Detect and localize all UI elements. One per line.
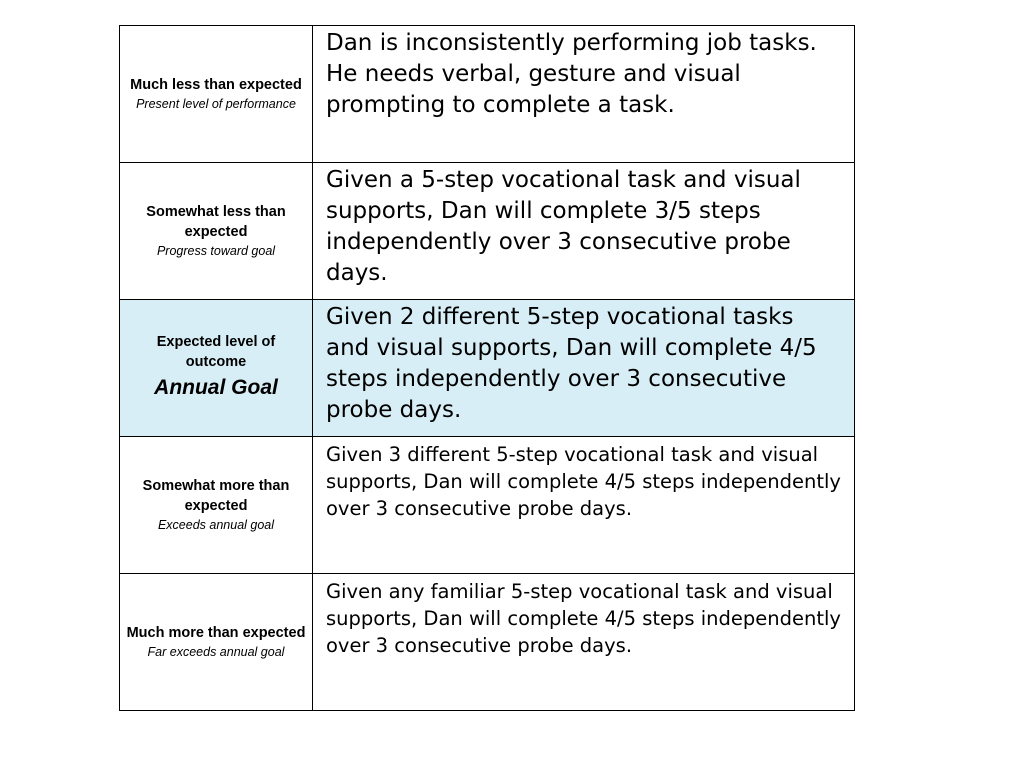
table-row	[120, 26, 855, 163]
description-text: Given any familiar 5-step vocational task and visual supports, Dan will complete 4/5 steps independently over 3 consecutive probe days.	[326, 580, 841, 657]
description-text: Dan is inconsistently performing job tasks. He needs verbal, gesture and visual prompting to complete a task.	[326, 30, 817, 118]
level-cell	[120, 163, 313, 300]
description-cell	[313, 300, 855, 437]
level-sublabel: Progress toward goal	[156, 244, 276, 258]
table-row	[120, 574, 855, 711]
table-row-annual-goal	[120, 300, 855, 437]
description-cell	[313, 574, 855, 711]
level-cell	[120, 574, 313, 711]
level-label: Much more than expected	[126, 625, 306, 641]
description-cell	[313, 26, 855, 163]
level-label: Much less than expected	[130, 77, 302, 93]
level-cell	[120, 300, 313, 437]
annual-goal-label: Annual Goal	[154, 376, 278, 399]
description-cell	[313, 163, 855, 300]
level-cell	[120, 26, 313, 163]
level-sublabel: Present level of performance	[136, 97, 296, 111]
level-sublabel: Exceeds annual goal	[157, 518, 275, 532]
description-text: Given 2 different 5-step vocational tasks and visual supports, Dan will complete 4/5 steps independently over 3 consecutive probe days.	[326, 304, 817, 423]
level-sublabel: Far exceeds annual goal	[147, 645, 285, 659]
description-cell	[313, 437, 855, 574]
level-label: Expected level of outcome	[156, 334, 276, 370]
goal-attainment-table	[119, 25, 855, 711]
table-row	[120, 163, 855, 300]
level-label: Somewhat more than expected	[142, 478, 290, 514]
description-text: Given 3 different 5-step vocational task and visual supports, Dan will complete 4/5 steps independently over 3 consecutive probe days.	[326, 443, 841, 520]
table-row	[120, 437, 855, 574]
level-cell	[120, 437, 313, 574]
description-text: Given a 5-step vocational task and visual supports, Dan will complete 3/5 steps independently over 3 consecutive probe days.	[326, 167, 801, 286]
level-label: Somewhat less than expected	[146, 204, 286, 240]
